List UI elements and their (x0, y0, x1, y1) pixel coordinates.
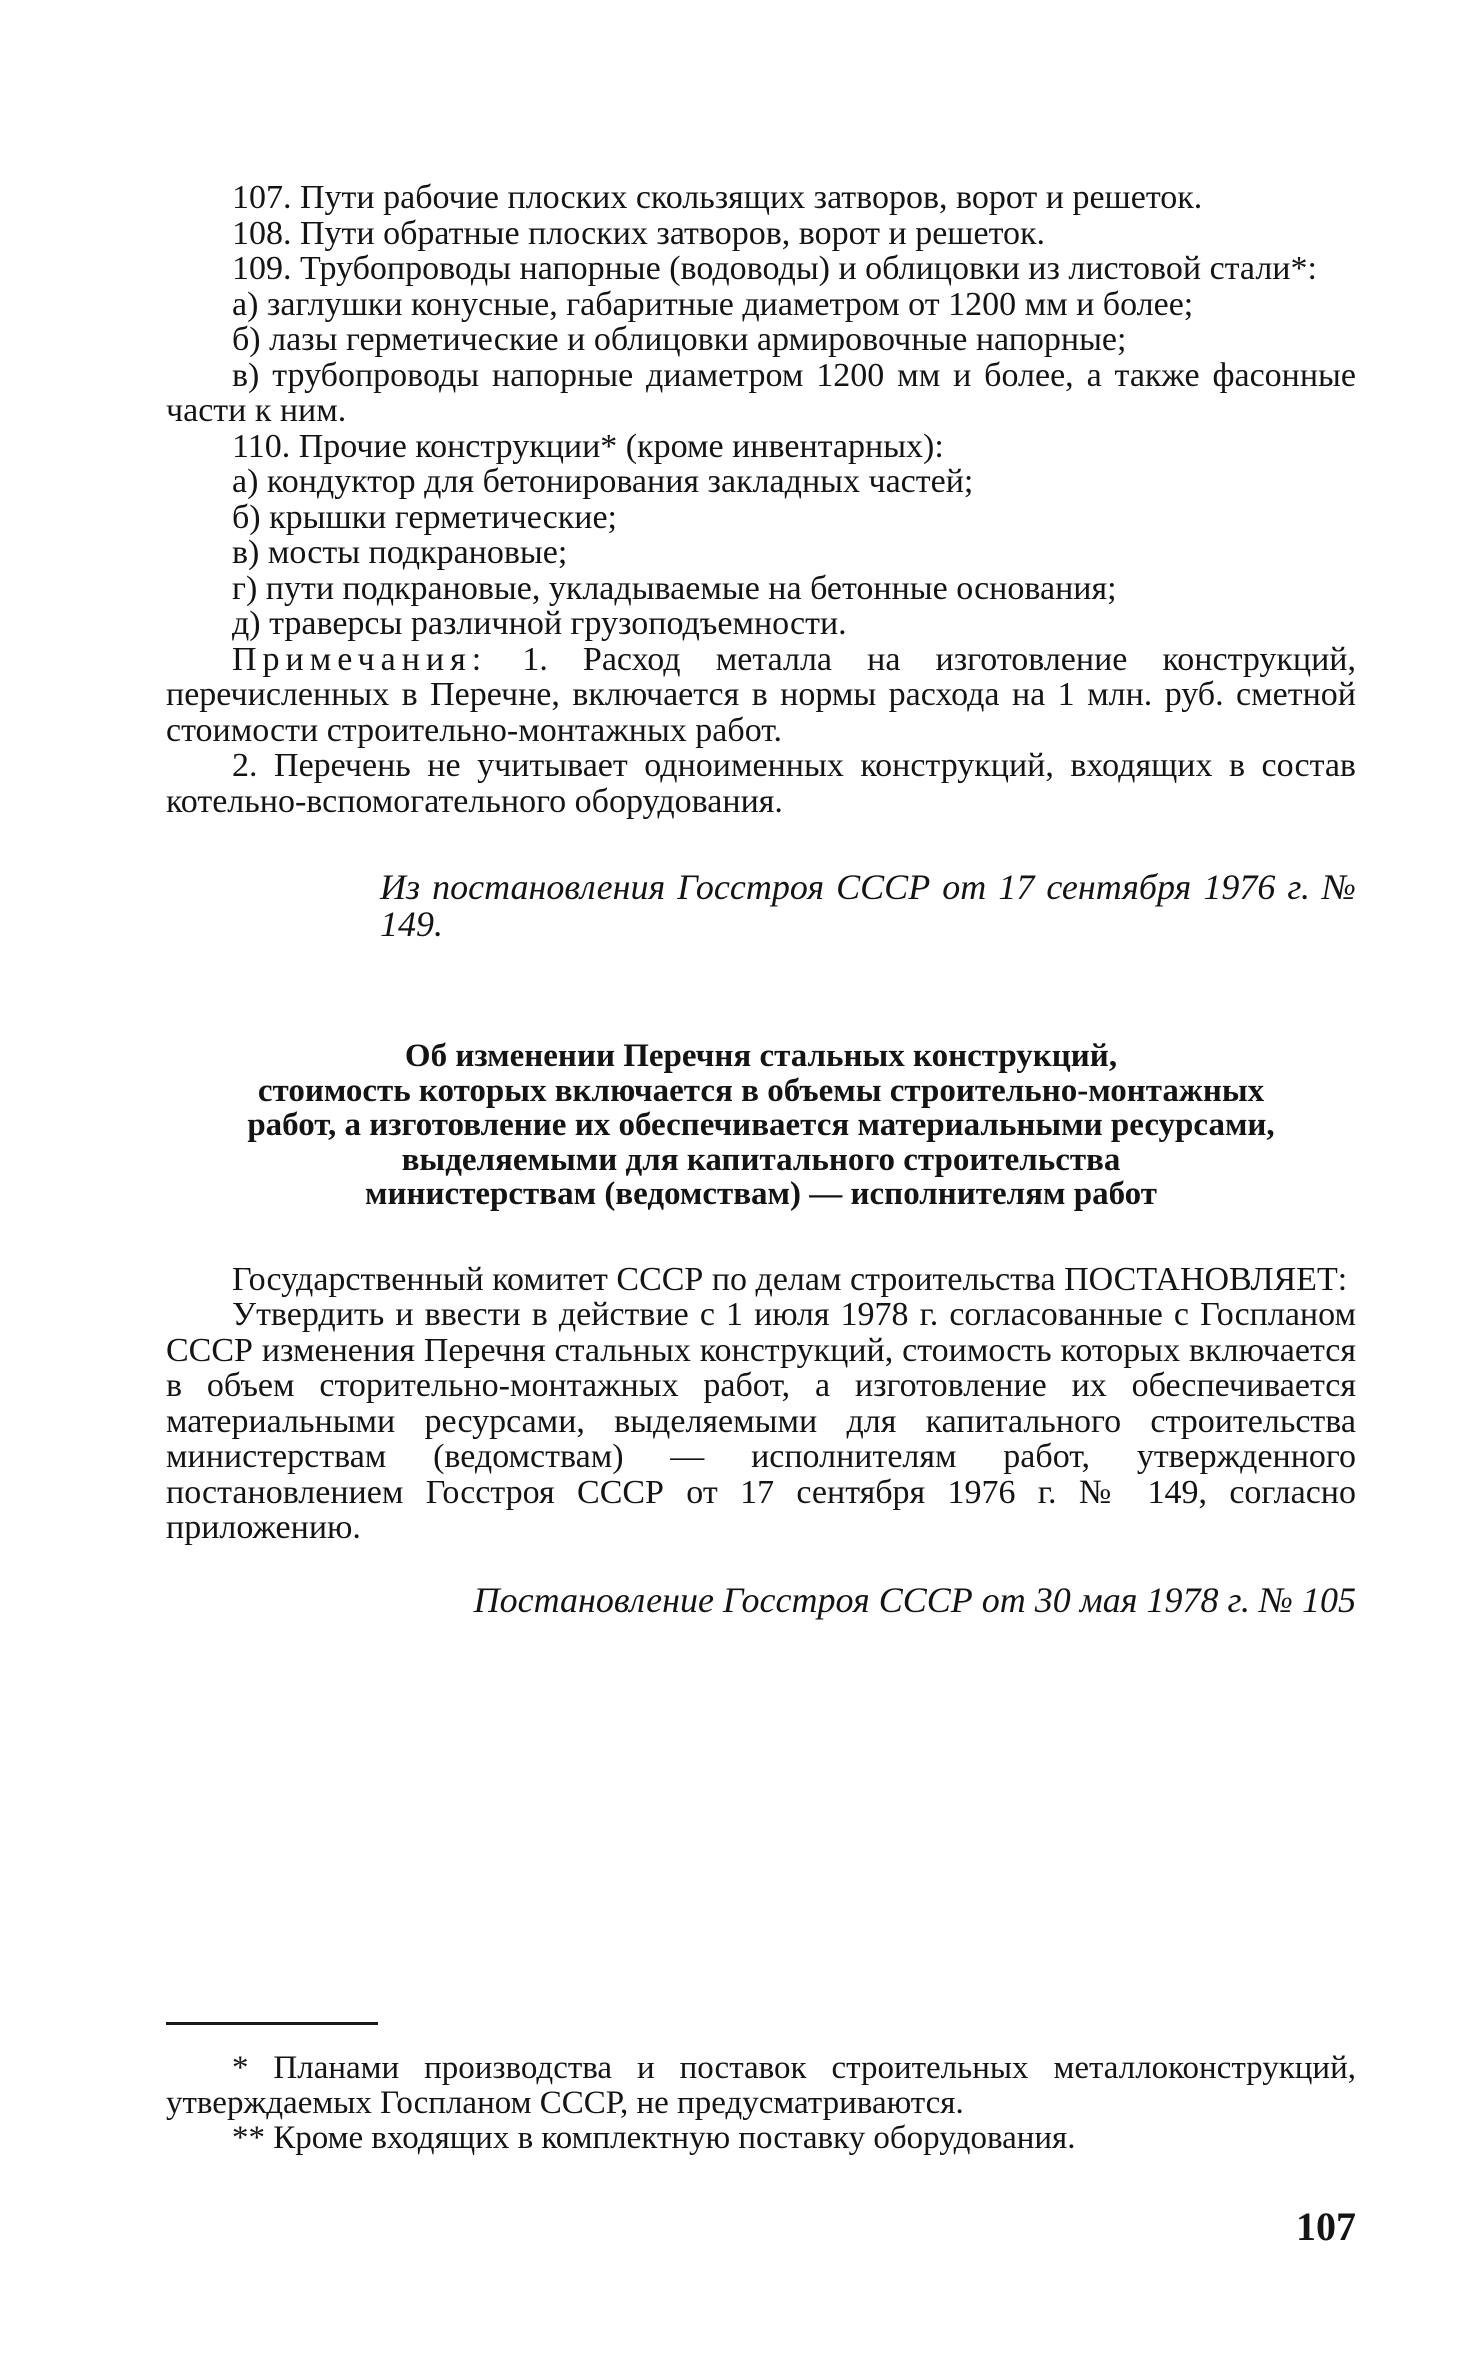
item-107: 107. Пути рабочие плоских скользящих затворов, ворот и решеток. (232, 179, 1203, 216)
item-109-c: в) трубопроводы напорные диаметром 1200 мм и более, а также фасонные части к ним. (166, 356, 1356, 429)
item-110: 110. Прочие конструкции* (кроме инвентарных): (232, 427, 944, 465)
heading-line: Об изменении Перечня стальных конструкций, (404, 1038, 1118, 1074)
item-110-a: а) кондуктор для бетонирования закладных частей; (232, 463, 974, 500)
item-110-b: б) крышки герметические; (232, 498, 617, 536)
page-number: 107 (1296, 2204, 1356, 2249)
decree-body: Утвердить и ввести в действие с 1 июля 1978 г. согласованные с Госпланом СССР изменения Перечня стальных конструкций, стоимость которых включается в объем сторительно-монтажных работ, а изготовление их обеспечивается материальными ресурсами, выделяемыми для капитального строительства министерствам (ведомствам) — исполнителям работ, утвержденного постановлением Госстроя СССР от 17 сентября 1976 г. № 149, согласно приложению. (166, 1296, 1356, 1546)
item-109: 109. Трубопроводы напорные (водоводы) и облицовки из листовой стали*: (232, 250, 1317, 287)
decree-reference: Постановление Госстроя СССР от 30 мая 1978 г. № 105 (473, 1579, 1356, 1620)
footnote-1: * Планами производства и поставок строительных металлоконструкций, утверждаемых Госпланом СССР, не предусматриваются. (166, 2050, 1356, 2121)
notes-label: Примечания: (232, 640, 488, 678)
item-110-d: г) пути подкрановые, укладываемые на бетонные основания; (232, 569, 1117, 607)
decree-preamble: Государственный комитет СССР по делам строительства ПОСТАНОВЛЯЕТ: (232, 1260, 1348, 1298)
heading-line: работ, а изготовление их обеспечивается материальными ресурсами, (247, 1107, 1275, 1143)
item-108: 108. Пути обратные плоских затворов, ворот и решеток. (232, 214, 1046, 252)
heading-line: стоимость которых включается в объемы строительно-монтажных (257, 1072, 1265, 1109)
note-2: 2. Перечень не учитывает одноименных конструкций, входящих в состав котельно-вспомогательного оборудования. (166, 747, 1356, 820)
heading-line: министерствам (ведомствам) — исполнителям работ (365, 1176, 1157, 1212)
footnote-rule (166, 2022, 378, 2025)
section-heading (166, 1039, 1356, 1212)
decree-block (166, 1262, 1356, 1619)
item-109-a: а) заглушки конусные, габаритные диаметром от 1200 мм и более; (232, 285, 1194, 323)
note-1-text: 1. Расход металла на изготовление конструкций, перечисленных в Перечне, включается в нормы расхода на 1 млн. руб. сметной стоимости строительно-монтажных работ. (166, 640, 1356, 749)
footnote-2: ** Кроме входящих в комплектную поставку оборудования. (232, 2120, 1076, 2156)
heading-line: выделяемыми для капитального строительства (401, 1141, 1121, 1178)
footnotes (166, 2022, 1356, 2156)
item-109-b: б) лазы герметические и облицовки армировочные напорные; (232, 321, 1127, 358)
source-citation: Из постановления Госстроя СССР от 17 сентября 1976 г. № 149. (380, 867, 1356, 944)
item-110-e: д) траверсы различной грузоподъемности. (232, 605, 847, 642)
item-110-c: в) мосты подкрановые; (232, 534, 568, 571)
note-1 (166, 642, 1356, 749)
page-body (166, 180, 1356, 1619)
